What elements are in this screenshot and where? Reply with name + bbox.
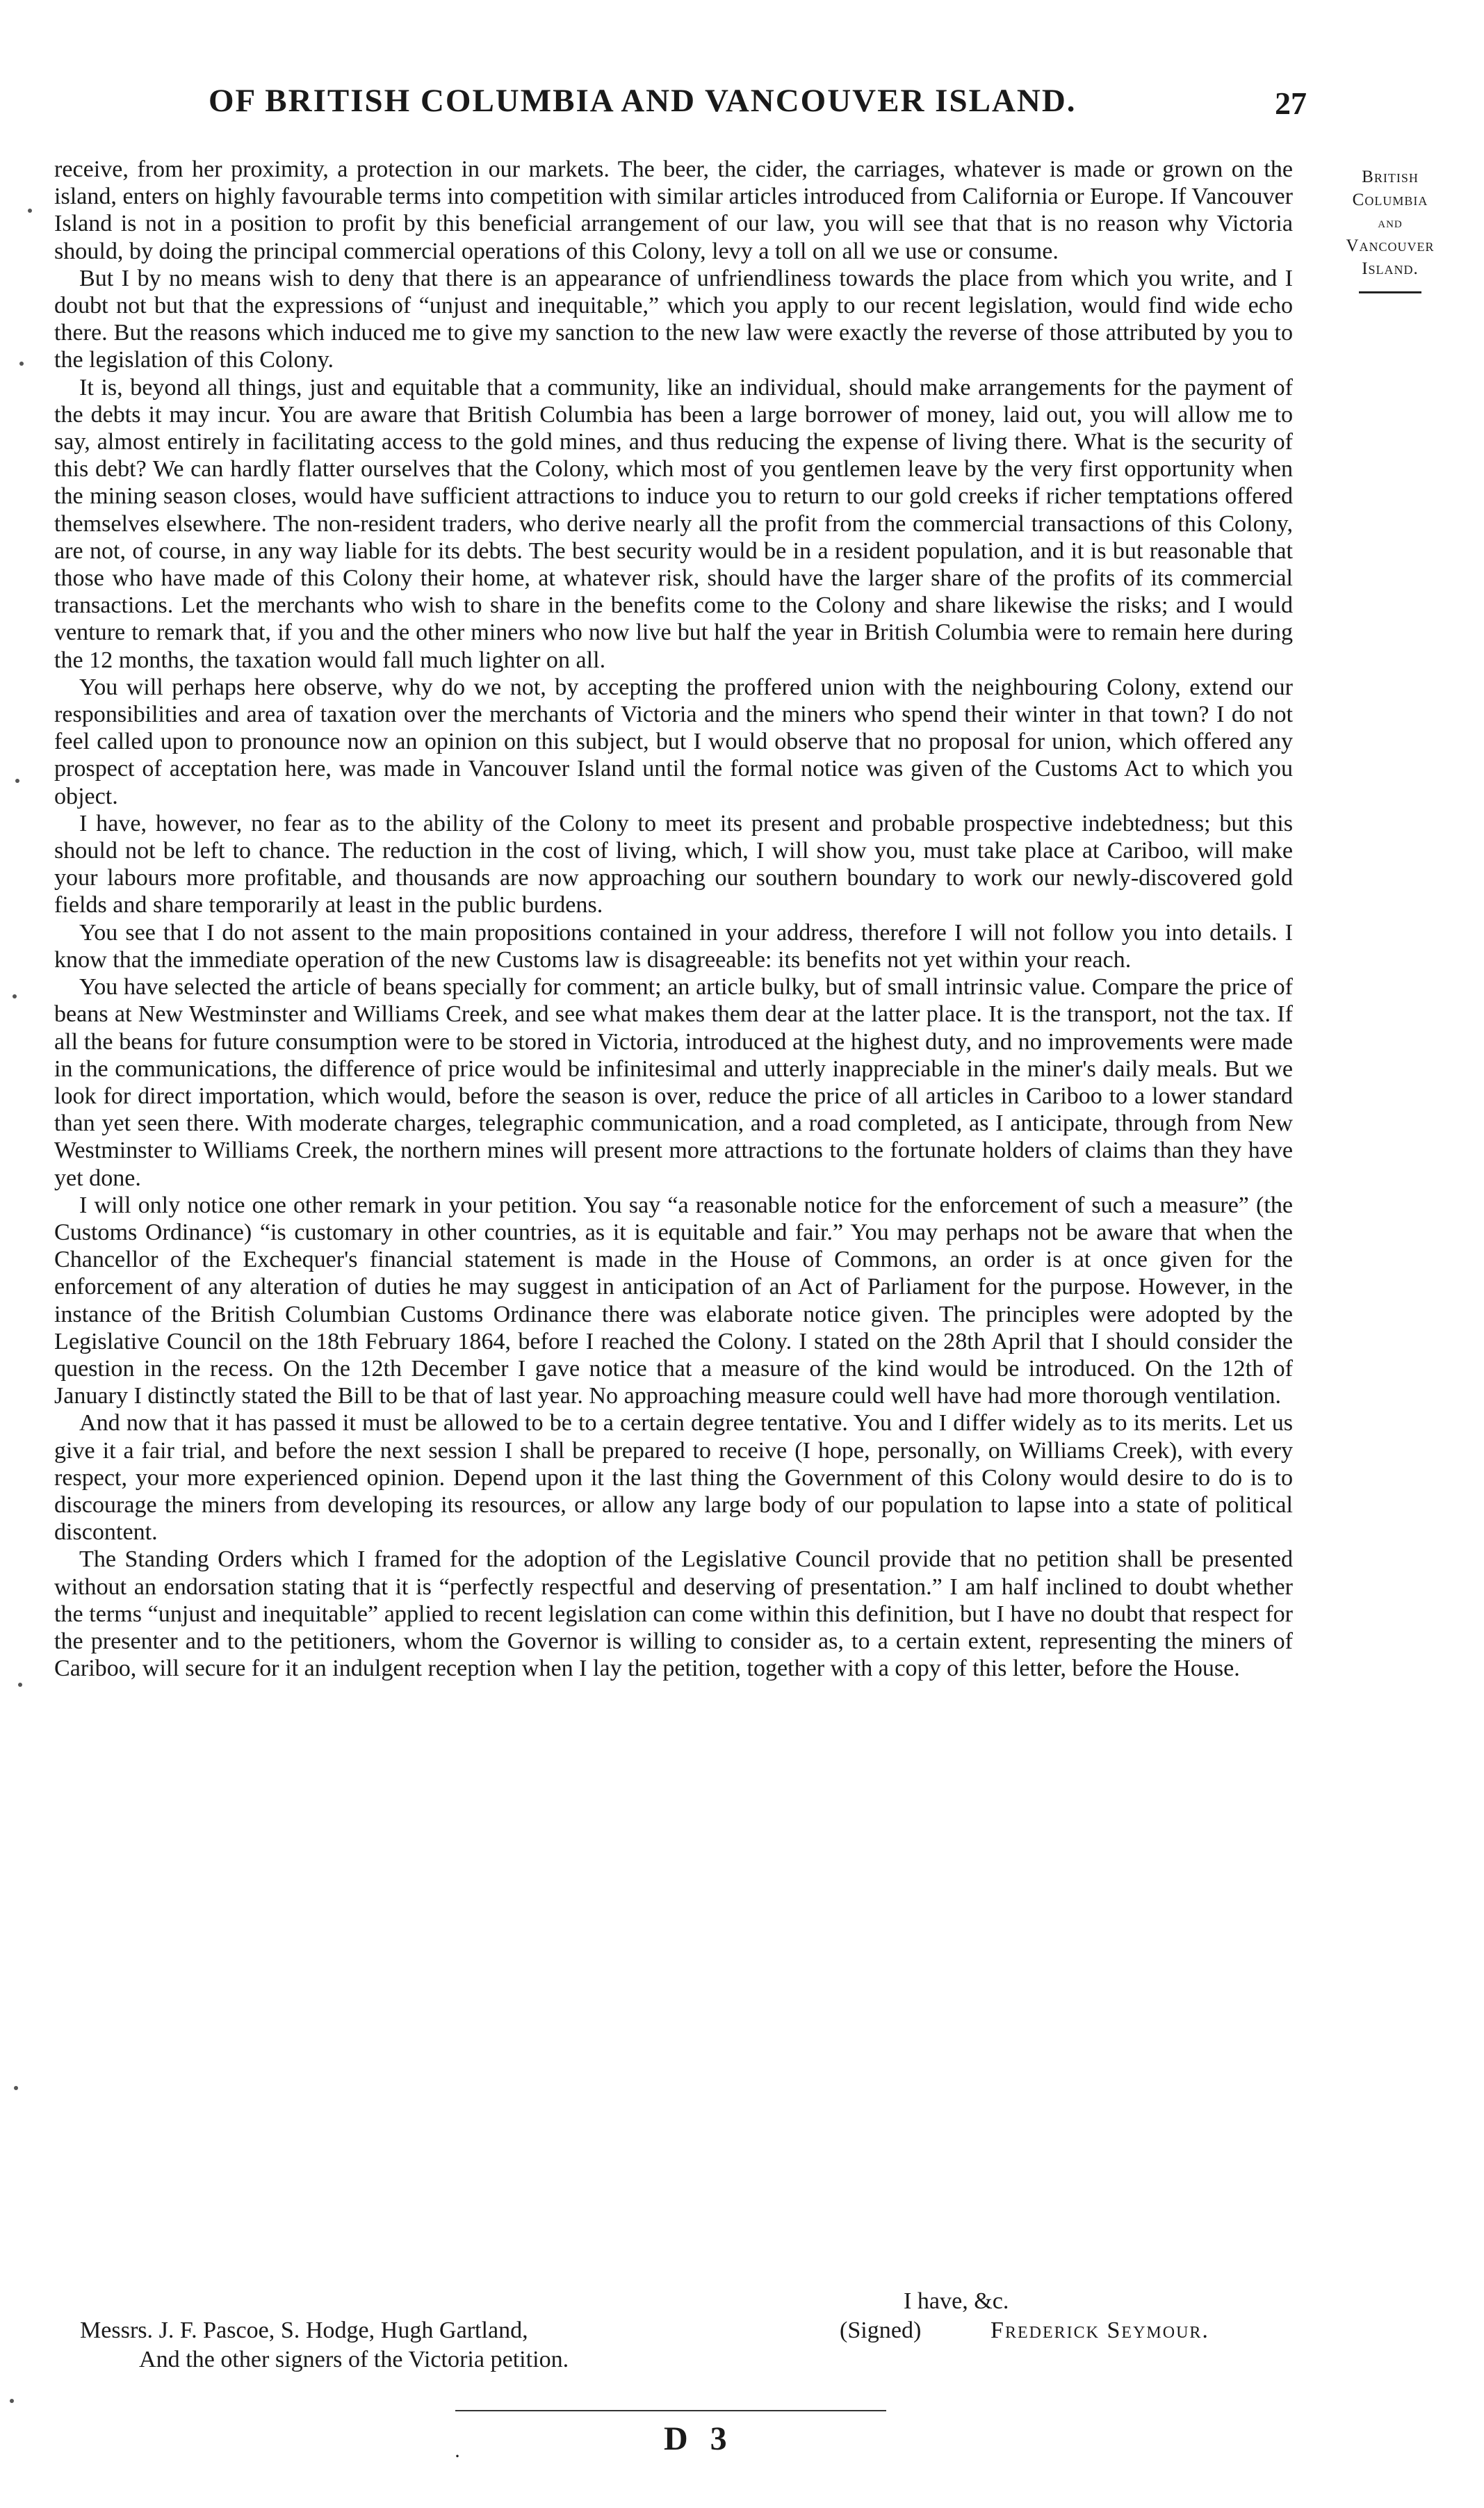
paragraph: I have, however, no fear as to the ability of the Colony to meet its present and probable prospective indebtedness; but this should not be left to chance. The reduction in the cost of living, which, I will show you, must take place at Cariboo, will make your labours more profitable, and thousands are now approaching our southern boundary to work our newly-discovered gold fields and share temporarily at least in the public burdens. [54, 810, 1293, 919]
paragraph: You see that I do not assent to the main propositions contained in your address, therefore I will not follow you into details. I know that the immediate operation of the new Customs law is disagreeable: its benefits not yet within your reach. [54, 919, 1293, 973]
signed-label: (Signed) [840, 2317, 922, 2343]
addressee-line: And the other signers of the Victoria petition. [139, 2347, 569, 2372]
paragraph: And now that it has passed it must be allowed to be to a certain degree tentative. You and I differ widely as to its merits. Let us give it a fair trial, and before the next session I shall be prepared to receive (I hope, personally, on Williams Creek), with every respect, your more experienced opinion. Depend upon it the last thing the Government of this Colony would desire to do is to discourage the miners from developing its resources, or allow any large body of our population to lapse into a state of political discontent. [54, 1410, 1293, 1546]
paragraph: You have selected the article of beans specially for comment; an article bulky, but of small intrinsic value. Compare the price of beans at New Westminster and Williams Creek, and see what makes them dear at the latter place. It is the transport, not the tax. If all the beans for future consumption were to be stored in Victoria, introduced at the highest duty, and no improvements were made in the communications, the difference of price would be infinitesimal and utterly inappreciable in the miner's daily meals. But we look for direct importation, which would, before the season is over, reduce the price of all articles in Cariboo to a lower standard than yet seen there. With moderate charges, telegraphic communication, and a road completed, as I anticipate, through from New Westminster to Williams Creek, the northern mines will present more attractions to the fortunate holders of claims than they have yet done. [54, 974, 1293, 1191]
margin-speck [13, 994, 17, 998]
margin-speck [19, 362, 24, 366]
page-title: OF BRITISH COLUMBIA AND VANCOUVER ISLAND. [209, 83, 1077, 119]
running-header [209, 82, 1307, 131]
addressee-line: Messrs. J. F. Pascoe, S. Hodge, Hugh Gartland, [80, 2317, 528, 2343]
margin-sidenote [1324, 165, 1456, 293]
page-number: 27 [1275, 86, 1307, 121]
footer-dot: · [454, 2445, 461, 2468]
footer-divider [455, 2410, 886, 2411]
sidenote-divider [1359, 291, 1421, 293]
closing-line: I have, &c. [904, 2288, 1009, 2314]
sidenote-line: Vancouver [1346, 236, 1435, 255]
letter-body [54, 156, 1293, 1682]
sidenote-line: British [1362, 168, 1419, 186]
sidenote-line: Island. [1362, 259, 1419, 278]
signature-row [80, 2317, 1303, 2345]
printer-signature-mark: D 3 [664, 2420, 734, 2457]
margin-speck [15, 779, 19, 783]
margin-speck [10, 2399, 14, 2403]
paragraph: The Standing Orders which I framed for the adoption of the Legislative Council provide that no petition shall be presented without an endorsation stating that it is “perfectly respectful and deserving of presentation.” I am half inclined to doubt whether the terms “unjust and inequitable” applied to recent legislation can come within this definition, but I have no doubt that respect for the presenter and to the petitioners, whom the Governor is willing to consider as, to a certain extent, representing the miners of Cariboo, will secure for it an indulgent reception when I lay the petition, together with a copy of this letter, before the House. [54, 1546, 1293, 1682]
paragraph: But I by no means wish to deny that there is an appearance of unfriendliness towards the place from which you write, and I doubt not but that the expressions of “unjust and inequitable,” which you apply to our recent legislation, would find wide echo there. But the reasons which induced me to give my sanction to the new law were exactly the reverse of those attributed by you to the legislation of this Colony. [54, 265, 1293, 373]
sidenote-line: and [1378, 214, 1403, 231]
paragraph: receive, from her proximity, a protection in our markets. The beer, the cider, the carriages, whatever is made or grown on the island, enters on highly favourable terms into competition with similar articles introduced from California or Europe. If Vancouver Island is not in a position to profit by this beneficial arrangement of our law, you will see that that is no reason why Victoria should, by doing the principal commercial operations of this Colony, levy a toll on all we use or consume. [54, 156, 1293, 264]
margin-speck [28, 209, 32, 213]
signatory-name: Frederick Seymour. [990, 2317, 1209, 2343]
paragraph: You will perhaps here observe, why do we not, by accepting the proffered union with the neighbouring Colony, extend our responsibilities and area of taxation over the merchants of Victoria and the miners who spend their winter in that town? I do not feel called upon to pronounce now an opinion on this subject, but I would observe that no proposal for union, which offered any prospect of acceptation here, was made in Vancouver Island until the formal notice was given of the Customs Act to which you object. [54, 674, 1293, 809]
paragraph: I will only notice one other remark in your petition. You say “a reasonable notice for the enforcement of such a measure” (the Customs Ordinance) “is customary in other countries, as it is equitable and fair.” You may perhaps not be aware that when the Chancellor of the Exchequer's financial statement is made in the House of Commons, an order is at once given for the enforcement of any alteration of duties he may suggest in anticipation of an Act of Parliament for the purpose. However, in the instance of the British Columbian Customs Ordinance there was elaborate notice given. The principles were adopted by the Legislative Council on the 18th February 1864, before I reached the Colony. I stated on the 28th April that I should consider the question in the recess. On the 12th December I gave notice that a measure of the kind would be introduced. On the 12th of January I distinctly stated the Bill to be that of last year. No approaching measure could well have had more thorough ventilation. [54, 1192, 1293, 1409]
sidenote-line: Columbia [1352, 191, 1428, 209]
margin-speck [18, 1683, 22, 1687]
margin-speck [14, 2086, 18, 2090]
paragraph: It is, beyond all things, just and equitable that a community, like an individual, should make arrangements for the payment of the debts it may incur. You are aware that British Columbia has been a large borrower of money, laid out, you will allow me to say, almost entirely in facilitating access to the gold mines, and thus reducing the expense of living there. What is the security of this debt? We can hardly flatter ourselves that the Colony, which most of you gentlemen leave by the very first opportunity when the mining season closes, would have sufficient attractions to induce you to return to our gold creeks if richer temptations offered themselves elsewhere. The non-resident traders, who derive nearly all the profit from the commercial transactions of this Colony, are not, of course, in any way liable for its debts. The best security would be in a resident population, and it is but reasonable that those who have made of this Colony their home, at whatever risk, should have the larger share of the profits of its commercial transactions. Let the merchants who wish to share in the benefits come to the Colony and share likewise the risks; and I would venture to remark that, if you and the other miners who now live but half the year in British Columbia were to remain here during the 12 months, the taxation would fall much lighter on all. [54, 374, 1293, 673]
